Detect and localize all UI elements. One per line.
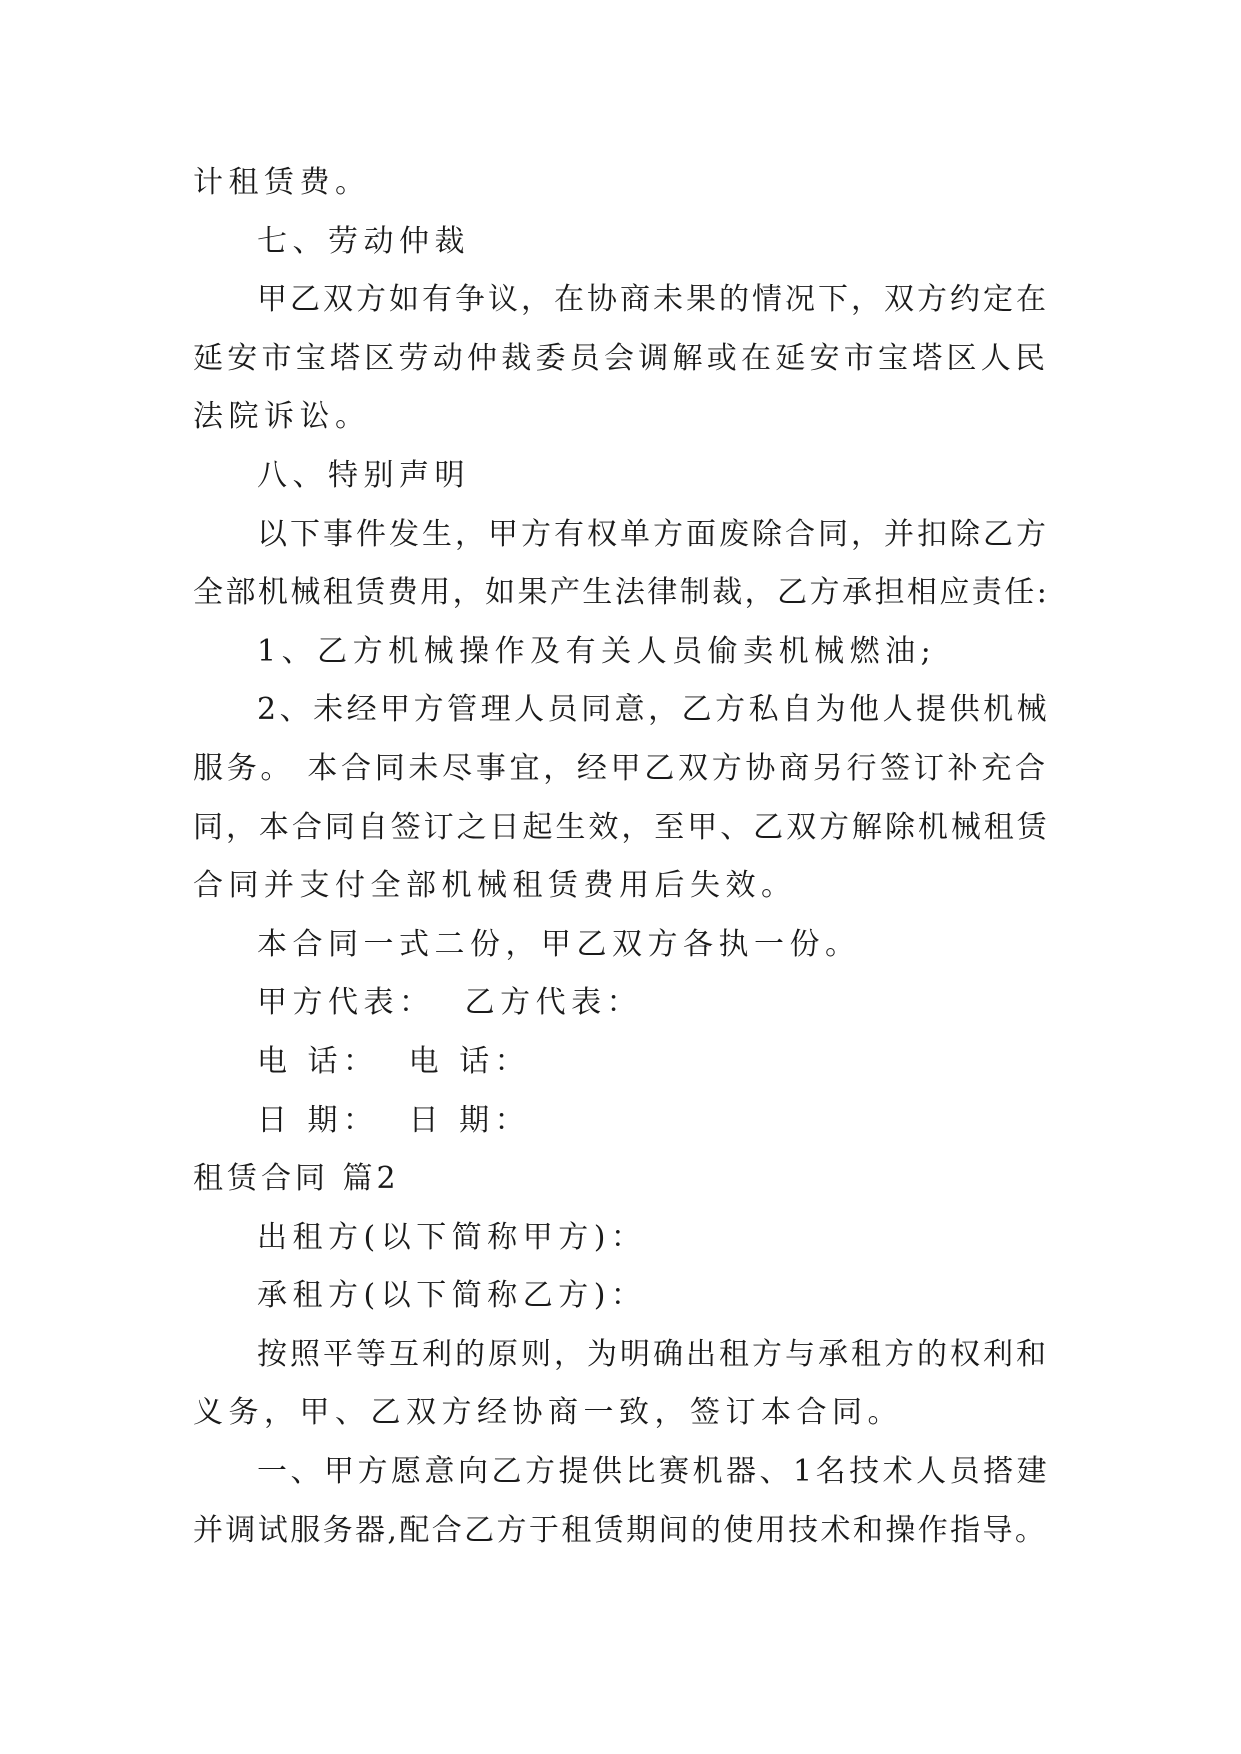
section-heading-labor-arbitration: 七、劳动仲裁: [257, 223, 470, 259]
list-item-1: 1、乙方机械操作及有关人员偷卖机械燃油;: [257, 633, 937, 669]
list-item-2: 2、未经甲方管理人员同意，乙方私自为他人提供机械: [257, 692, 1051, 728]
paragraph-line-3: 甲乙双方如有争议，在协商未果的情况下，双方约定在: [257, 282, 1049, 318]
paragraph-line-1: 计租赁费。: [193, 165, 371, 200]
paragraph-line-24: 并调试服务器,配合乙方于租赁期间的使用技术和操作指导。: [193, 1512, 1048, 1548]
paragraph-line-4: 延安市宝塔区劳动仲裁委员会调解或在延安市宝塔区人民: [193, 340, 1050, 376]
signature-dates: 日 期： 日 期：: [257, 1102, 531, 1138]
paragraph-line-14: 本合同一式二份，甲乙双方各执一份。: [257, 926, 861, 962]
section-heading-special-statement: 八、特别声明: [257, 457, 470, 493]
signature-representatives: 甲方代表： 乙方代表：: [257, 985, 643, 1021]
paragraph-line-5: 法院诉讼。: [193, 399, 371, 435]
signature-phones: 电 话： 电 话：: [257, 1043, 531, 1079]
paragraph-line-13: 合同并支付全部机械租赁费用后失效。: [193, 868, 797, 904]
document-body: [193, 154, 1053, 1560]
paragraph-line-7: 以下事件发生，甲方有权单方面废除合同，并扣除乙方: [257, 516, 1049, 552]
paragraph-line-21: 按照平等互利的原则，为明确出租方与承租方的权利和: [257, 1336, 1049, 1372]
paragraph-line-12: 同，本合同自签订之日起生效，至甲、乙双方解除机械租赁: [193, 809, 1050, 845]
paragraph-line-8: 全部机械租赁费用，如果产生法律制裁，乙方承担相应责任:: [193, 575, 1050, 611]
lessee-line: 承租方(以下简称乙方)：: [257, 1278, 647, 1314]
lessor-line: 出租方(以下简称甲方)：: [257, 1219, 647, 1255]
paragraph-line-22: 义务，甲、乙双方经协商一致，签订本合同。: [193, 1395, 903, 1431]
contract-section-title: 租赁合同 篇2: [193, 1161, 400, 1197]
paragraph-line-11: 服务。 本合同未尽事宜，经甲乙双方协商另行签订补充合: [193, 750, 1049, 786]
paragraph-line-23: 一、甲方愿意向乙方提供比赛机器、1名技术人员搭建: [257, 1454, 1051, 1490]
